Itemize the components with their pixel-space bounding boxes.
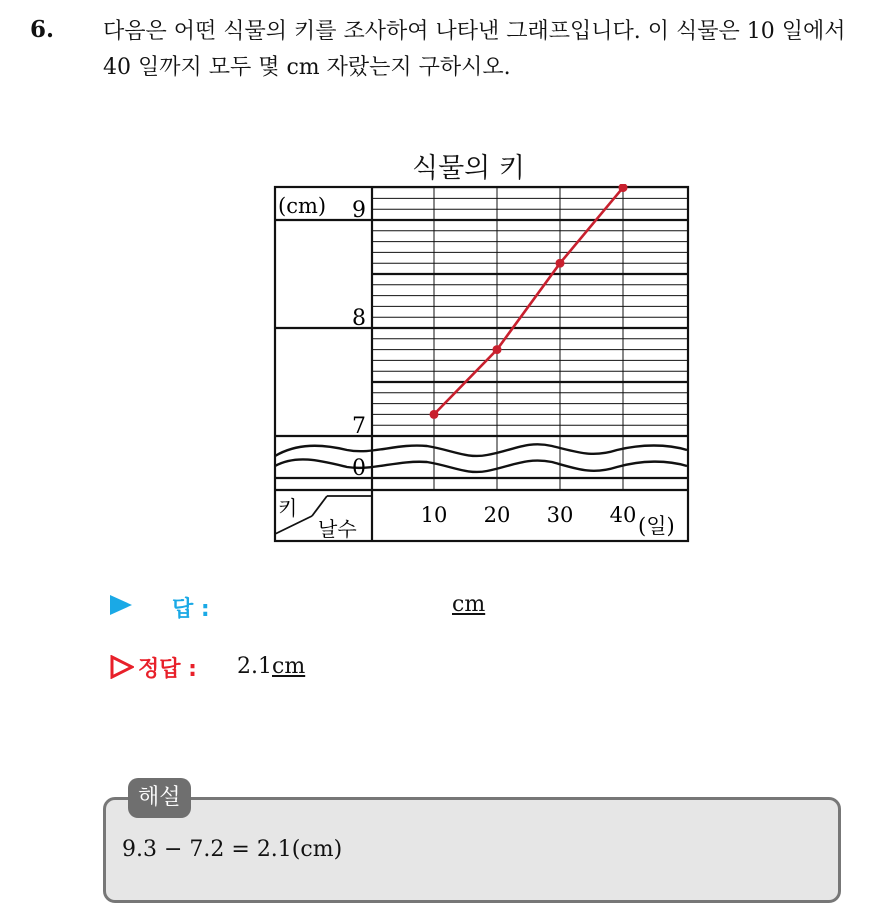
x-tick-label: 10 bbox=[420, 503, 448, 527]
answer-row bbox=[110, 592, 610, 622]
corner-label-height: 키 bbox=[278, 496, 298, 520]
y-unit-label: (cm) bbox=[278, 194, 327, 218]
play-arrow-icon bbox=[110, 595, 132, 615]
answer-unit: cm bbox=[452, 592, 486, 617]
x-unit-label: (일) bbox=[638, 514, 675, 538]
data-point bbox=[430, 410, 439, 419]
y-tick-label: 9 bbox=[352, 198, 366, 223]
answer-label: 답 : bbox=[172, 597, 210, 622]
y-tick-label: 0 bbox=[352, 456, 366, 481]
chart-title: 식물의 키 bbox=[412, 153, 525, 184]
chart-series bbox=[352, 184, 636, 527]
y-tick-label: 8 bbox=[352, 306, 366, 331]
x-tick-label: 30 bbox=[546, 503, 574, 527]
question-number: 6. bbox=[30, 16, 55, 43]
axis-break-wave-upper bbox=[275, 444, 687, 456]
x-tick-label: 20 bbox=[483, 503, 511, 527]
axis-break bbox=[275, 444, 687, 472]
explanation-text: 9.3 − 7.2 = 2.1(cm) bbox=[122, 837, 343, 862]
corner-label-days: 날수 bbox=[318, 517, 357, 541]
correct-answer-value bbox=[237, 654, 305, 679]
outline-arrow-icon bbox=[110, 655, 134, 679]
correct-answer-unit: cm bbox=[272, 654, 306, 679]
x-tick-label: 40 bbox=[609, 503, 637, 527]
correct-answer-label: 정답 : bbox=[138, 657, 197, 682]
plant-height-line-chart bbox=[272, 184, 692, 544]
question-text: 다음은 어떤 식물의 키를 조사하여 나타낸 그래프입니다. 이 식물은 10 일에서 40 일까지 모두 몇 cm 자랐는지 구하시오. bbox=[103, 19, 846, 80]
data-point bbox=[493, 345, 502, 354]
data-point bbox=[556, 259, 565, 268]
explanation-tag: 해설 bbox=[128, 778, 191, 818]
y-tick-label: 7 bbox=[352, 414, 366, 439]
chart-grid bbox=[275, 187, 688, 490]
correct-answer-row bbox=[110, 652, 610, 682]
axis-break-wave-lower bbox=[275, 459, 687, 472]
correct-answer-number: 2.1 bbox=[237, 654, 272, 679]
series-line bbox=[434, 188, 623, 415]
